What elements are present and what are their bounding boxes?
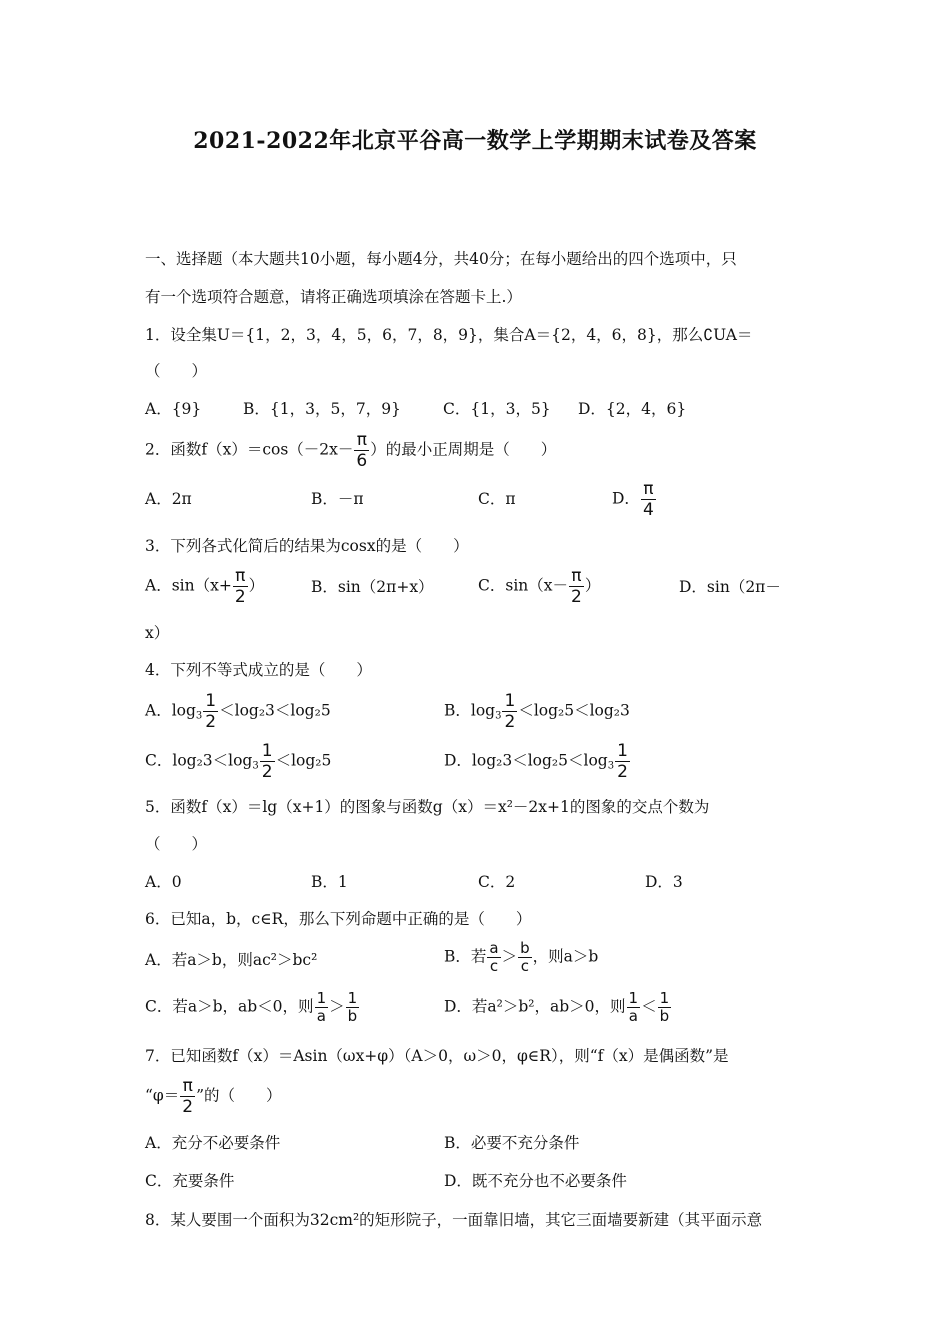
section-instructions-line-2: 有一个选项符合题意，请将正确选项填涂在答题卡上.） (145, 288, 522, 306)
q4-option-a: A．$\log_3$ $\frac{1}{2}$ ＜log₂3＜log₂5 (145, 691, 331, 732)
fraction: $\frac{a}{c}$ (489, 939, 499, 975)
question-4-stem: 4．下列不等式成立的是（ ） (145, 661, 372, 679)
question-7-stem-line-2: “φ＝ $\frac{\pi}{2}$ ”的（ ） (145, 1076, 282, 1117)
fraction: $\frac{1}{2}$ (205, 691, 217, 732)
q2-option-a: A．2π (145, 490, 192, 508)
q1-option-d: D．{2，4，6} (578, 400, 687, 418)
fraction: $\frac{1}{a}$ (316, 989, 327, 1025)
q1-option-c: C．{1，3，5} (443, 400, 551, 418)
q5-option-b: B．1 (311, 873, 348, 891)
question-2-stem: 2．函数f（x）＝cos（－2x－ $\frac{\pi}{6}$ ）的最小正周期是（ ） (145, 430, 557, 471)
question-7-stem: 7．已知函数f（x）＝Asin（ωx+φ）（A＞0，ω＞0，φ∈R），则“f（x）是偶函数”是 (145, 1047, 729, 1065)
fraction: $\frac{1}{b}$ (659, 989, 670, 1025)
q7-option-d: D．既不充分也不必要条件 (444, 1172, 627, 1190)
fraction: $\frac{\pi}{2}$ (234, 566, 246, 607)
q3-option-c: C．sin（x－ $\frac{\pi}{2}$ ） (478, 566, 601, 607)
q6-option-c: C．若a＞b，ab＜0，则 $\frac{1}{a}$ ＞ $\frac{1}{b}$ (145, 989, 358, 1025)
fraction: $\frac{1}{b}$ (347, 989, 358, 1025)
q7-option-b: B．必要不充分条件 (444, 1134, 580, 1152)
section-instructions-line-1: 一、选择题（本大题共10小题，每小题4分，共40分；在每小题给出的四个选项中，只 (145, 250, 737, 268)
q3-option-b: B．sin（2π+x） (311, 578, 434, 596)
question-1-stem: 1．设全集U＝{1，2，3，4，5，6，7，8，9}，集合A＝{2，4，6，8}，那么∁UA＝ (145, 326, 753, 344)
question-8-stem: 8．某人要围一个面积为32cm²的矩形院子，一面靠旧墙，其它三面墙要新建（其平面示意 (145, 1211, 763, 1229)
fraction: $\frac{1}{2}$ (617, 741, 628, 782)
q4-option-d: D．$\log_23<\log_25<\log_3$ $\frac{1}{2}$ (444, 741, 628, 782)
question-1-paren: （ ） (145, 362, 208, 380)
fraction: $\frac{1}{a}$ (628, 989, 639, 1025)
fraction: $\frac{1}{2}$ (504, 691, 516, 732)
page-title: 2021-2022年北京平谷高一数学上学期期末试卷及答案 (193, 128, 757, 154)
q5-option-d: D．3 (645, 873, 683, 891)
q5-option-a: A．0 (145, 873, 182, 891)
q3-option-d: D．sin（2π－ (679, 578, 781, 596)
q1-option-a: A．{9} (145, 400, 202, 418)
q2-option-b: B．－π (311, 490, 364, 508)
q7-option-a: A．充分不必要条件 (145, 1134, 281, 1152)
fraction: $\frac{1}{2}$ (261, 741, 273, 782)
fraction: $\frac{\pi}{2}$ (182, 1076, 194, 1117)
q7-option-c: C．充要条件 (145, 1172, 235, 1190)
q2-option-c: C．π (478, 490, 516, 508)
fraction: $\frac{b}{c}$ (520, 939, 530, 975)
q6-option-a: A．若a＞b，则ac²＞bc² (145, 951, 318, 969)
fraction: $\frac{\pi}{2}$ (571, 566, 582, 607)
q3-option-a: A．sin（x+ $\frac{\pi}{2}$ ） (145, 566, 265, 607)
question-5-stem: 5．函数f（x）＝lg（x+1）的图象与函数g（x）＝x²－2x+1的图象的交点个数为 (145, 798, 710, 816)
q4-option-b: B．$\log_3$ $\frac{1}{2}$ ＜log₂5＜log₂3 (444, 691, 630, 732)
q4-option-c: C．$\log_23<\log_3$ $\frac{1}{2}$ ＜log₂5 (145, 741, 332, 782)
q6-option-b: B．若 $\frac{a}{c}$ ＞ $\frac{b}{c}$ ，则a＞b (444, 939, 599, 975)
question-6-stem: 6．已知a，b，c∈R，那么下列命题中正确的是（ ） (145, 910, 532, 928)
question-5-paren: （ ） (145, 835, 208, 853)
q2-option-d: D． $\frac{\pi}{4}$ (612, 479, 654, 520)
q1-option-b: B．{1，3，5，7，9} (243, 400, 401, 418)
q6-option-d: D．若a²＞b²，ab＞0，则 $\frac{1}{a}$ ＜ $\frac{1}{b}$ (444, 989, 670, 1025)
fraction: $\frac{\pi}{4}$ (642, 479, 654, 520)
fraction: $\frac{\pi}{6}$ (356, 430, 368, 471)
question-3-stem: 3．下列各式化简后的结果为cosx的是（ ） (145, 537, 469, 555)
q5-option-c: C．2 (478, 873, 516, 891)
q3-option-d-continued: x） (145, 624, 170, 642)
